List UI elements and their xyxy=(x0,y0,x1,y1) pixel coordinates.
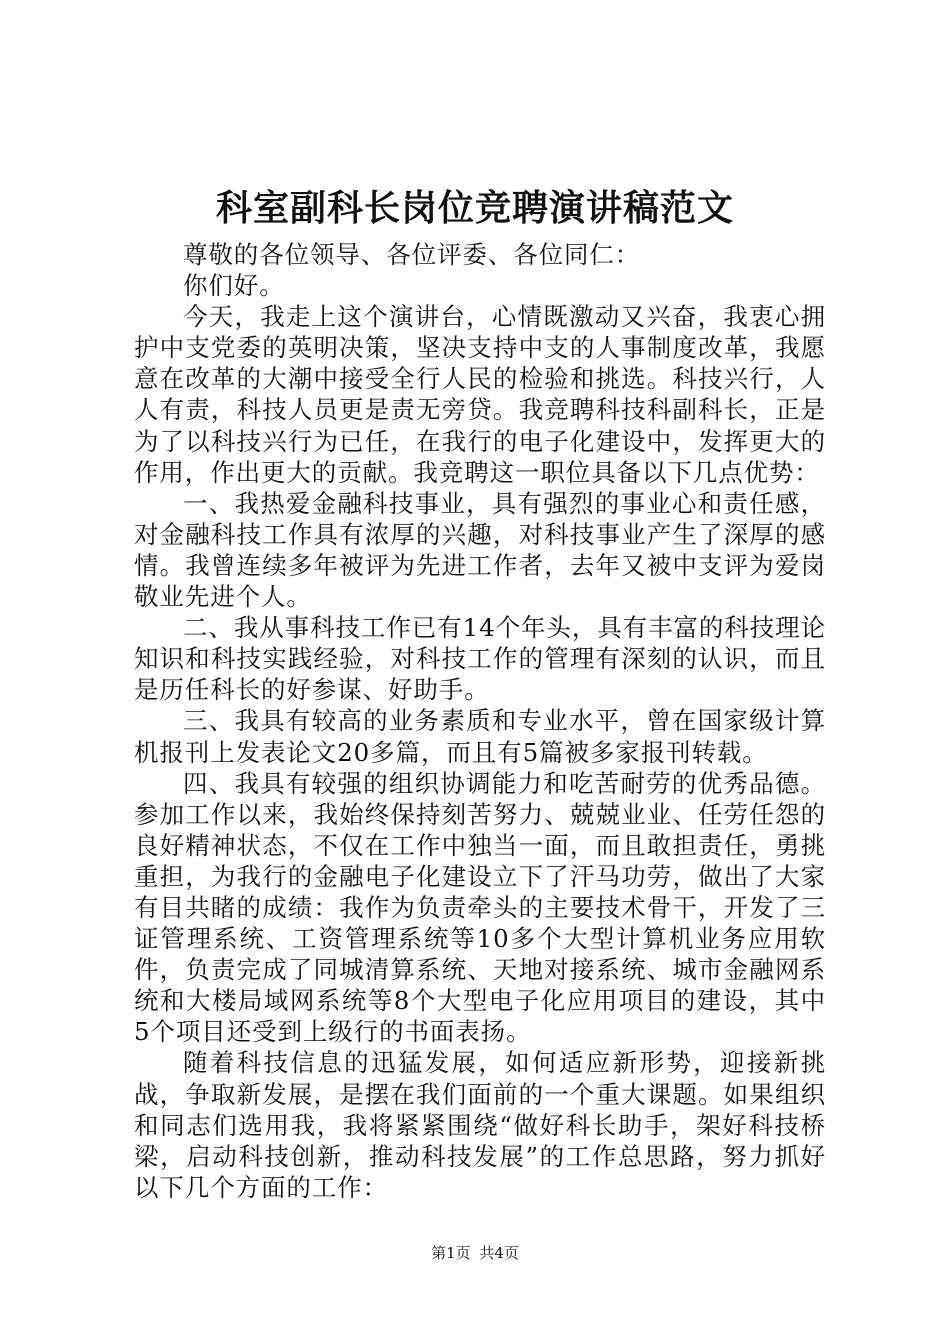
document-body xyxy=(134,239,826,1203)
page-number: 第1页 xyxy=(431,1244,471,1262)
paragraph-intro: 今天，我走上这个演讲台，心情既激动又兴奋，我衷心拥护中支党委的英明决策，坚决支持中支的人事制度改革，我愿意在改革的大潮中接受全行人民的检验和挑选。科技兴行，人人有责，科技人员更是责无旁贷。我竞聘科技科副科长，正是为了以科技兴行为已任，在我行的电子化建设中，发挥更大的作用，作出更大的贡献。我竞聘这一职位具备以下几点优势： xyxy=(134,302,826,487)
page-footer xyxy=(0,1242,950,1264)
paragraph-advantage-2: 二、我从事科技工作已有14个年头，具有丰富的科技理论知识和科技实践经验，对科技工作的管理有深刻的认识，而且是历任科长的好参谋、好助手。 xyxy=(134,613,826,705)
document-title: 科室副科长岗位竞聘演讲稿范文 xyxy=(215,187,734,229)
page-total: 共4页 xyxy=(479,1244,519,1262)
paragraph-advantage-4: 四、我具有较强的组织协调能力和吃苦耐劳的优秀品德。参加工作以来，我始终保持刻苦努力、兢兢业业、任劳任怨的良好精神状态，不仅在工作中独当一面，而且敢担责任，勇挑重担，为我行的金融电子化建设立下了汗马功劳，做出了大家有目共睹的成绩：我作为负责牵头的主要技术骨干，开发了三证管理系统、工资管理系统等10多个大型计算机业务应用软件，负责完成了同城清算系统、天地对接系统、城市金融网系统和大楼局域网系统等8个大型电子化应用项目的建设，其中5个项目还受到上级行的书面表扬。 xyxy=(134,768,826,1047)
paragraph-advantage-1: 一、我热爱金融科技事业，具有强烈的事业心和责任感，对金融科技工作具有浓厚的兴趣，对科技事业产生了深厚的感情。我曾连续多年被评为先进工作者，去年又被中支评为爱岗敬业先进个人。 xyxy=(134,488,826,612)
salutation: 尊敬的各位领导、各位评委、各位同仁： xyxy=(183,240,641,269)
greeting: 你们好。 xyxy=(183,271,285,301)
paragraph-advantage-3: 三、我具有较高的业务素质和专业水平，曾在国家级计算机报刊上发表论文20多篇，而且有5篇被多家报刊转载。 xyxy=(134,706,826,767)
paragraph-plan: 随着科技信息的迅猛发展，如何适应新形势，迎接新挑战，争取新发展，是摆在我们面前的一个重大课题。如果组织和同志们选用我，我将紧紧围绕“做好科长助手，架好科技桥梁，启动科技创新，推动科技发展”的工作总思路，努力抓好以下几个方面的工作： xyxy=(134,1048,826,1202)
